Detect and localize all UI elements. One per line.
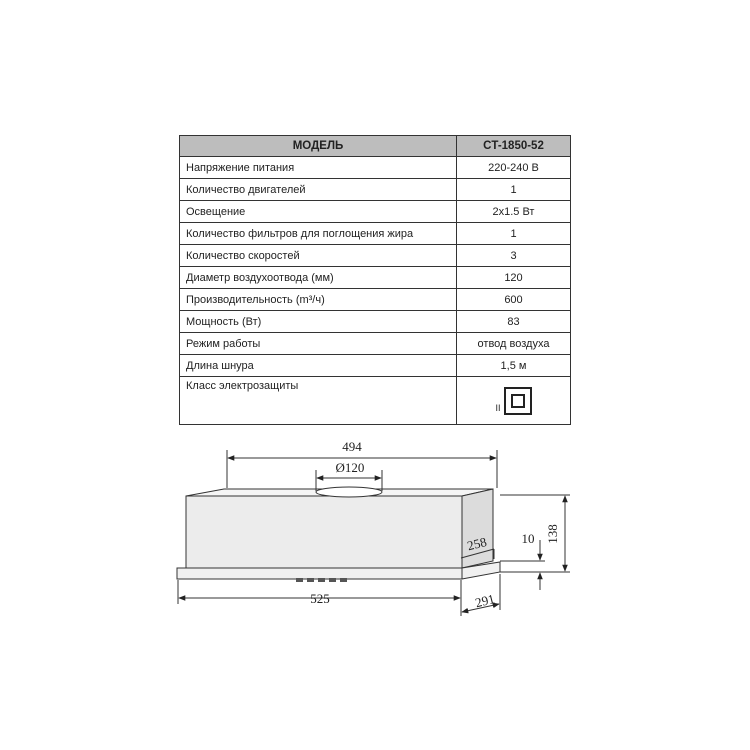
row-label: Освещение xyxy=(180,201,457,223)
header-model-value: CT-1850-52 xyxy=(457,136,571,157)
label-duct-diameter: Ø120 xyxy=(335,460,365,475)
row-value: 600 xyxy=(457,289,571,311)
label-depth-body: 258 xyxy=(465,533,489,554)
row-label: Длина шнура xyxy=(180,355,457,377)
duct-opening xyxy=(316,487,382,497)
row-label: Производительность (m³/ч) xyxy=(180,289,457,311)
row-value: 2x1.5 Вт xyxy=(457,201,571,223)
label-width-top: 494 xyxy=(342,439,362,454)
row-value: 3 xyxy=(457,245,571,267)
row-label: Количество двигателей xyxy=(180,179,457,201)
label-width-bottom: 525 xyxy=(310,591,330,606)
label-height-total: 138 xyxy=(545,524,560,544)
row-value: 1,5 м xyxy=(457,355,571,377)
header-model-label: МОДЕЛЬ xyxy=(180,136,457,157)
hood-body xyxy=(177,489,500,582)
row-label: Количество скоростей xyxy=(180,245,457,267)
row-value: 1 xyxy=(457,223,571,245)
row-label: Мощность (Вт) xyxy=(180,311,457,333)
row-label: Режим работы xyxy=(180,333,457,355)
row-label: Класс электрозащиты xyxy=(180,377,457,425)
label-height-step: 10 xyxy=(521,531,535,546)
label-depth-bottom: 291 xyxy=(473,590,497,611)
protection-class-text: II xyxy=(495,402,501,413)
row-label: Диаметр воздухоотвода (мм) xyxy=(180,267,457,289)
row-value: 220-240 В xyxy=(457,157,571,179)
row-value: отвод воздуха xyxy=(457,333,571,355)
row-value: 1 xyxy=(457,179,571,201)
row-label: Количество фильтров для поглощения жира xyxy=(180,223,457,245)
row-label: Напряжение питания xyxy=(180,157,457,179)
row-value: 120 xyxy=(457,267,571,289)
row-value: 83 xyxy=(457,311,571,333)
